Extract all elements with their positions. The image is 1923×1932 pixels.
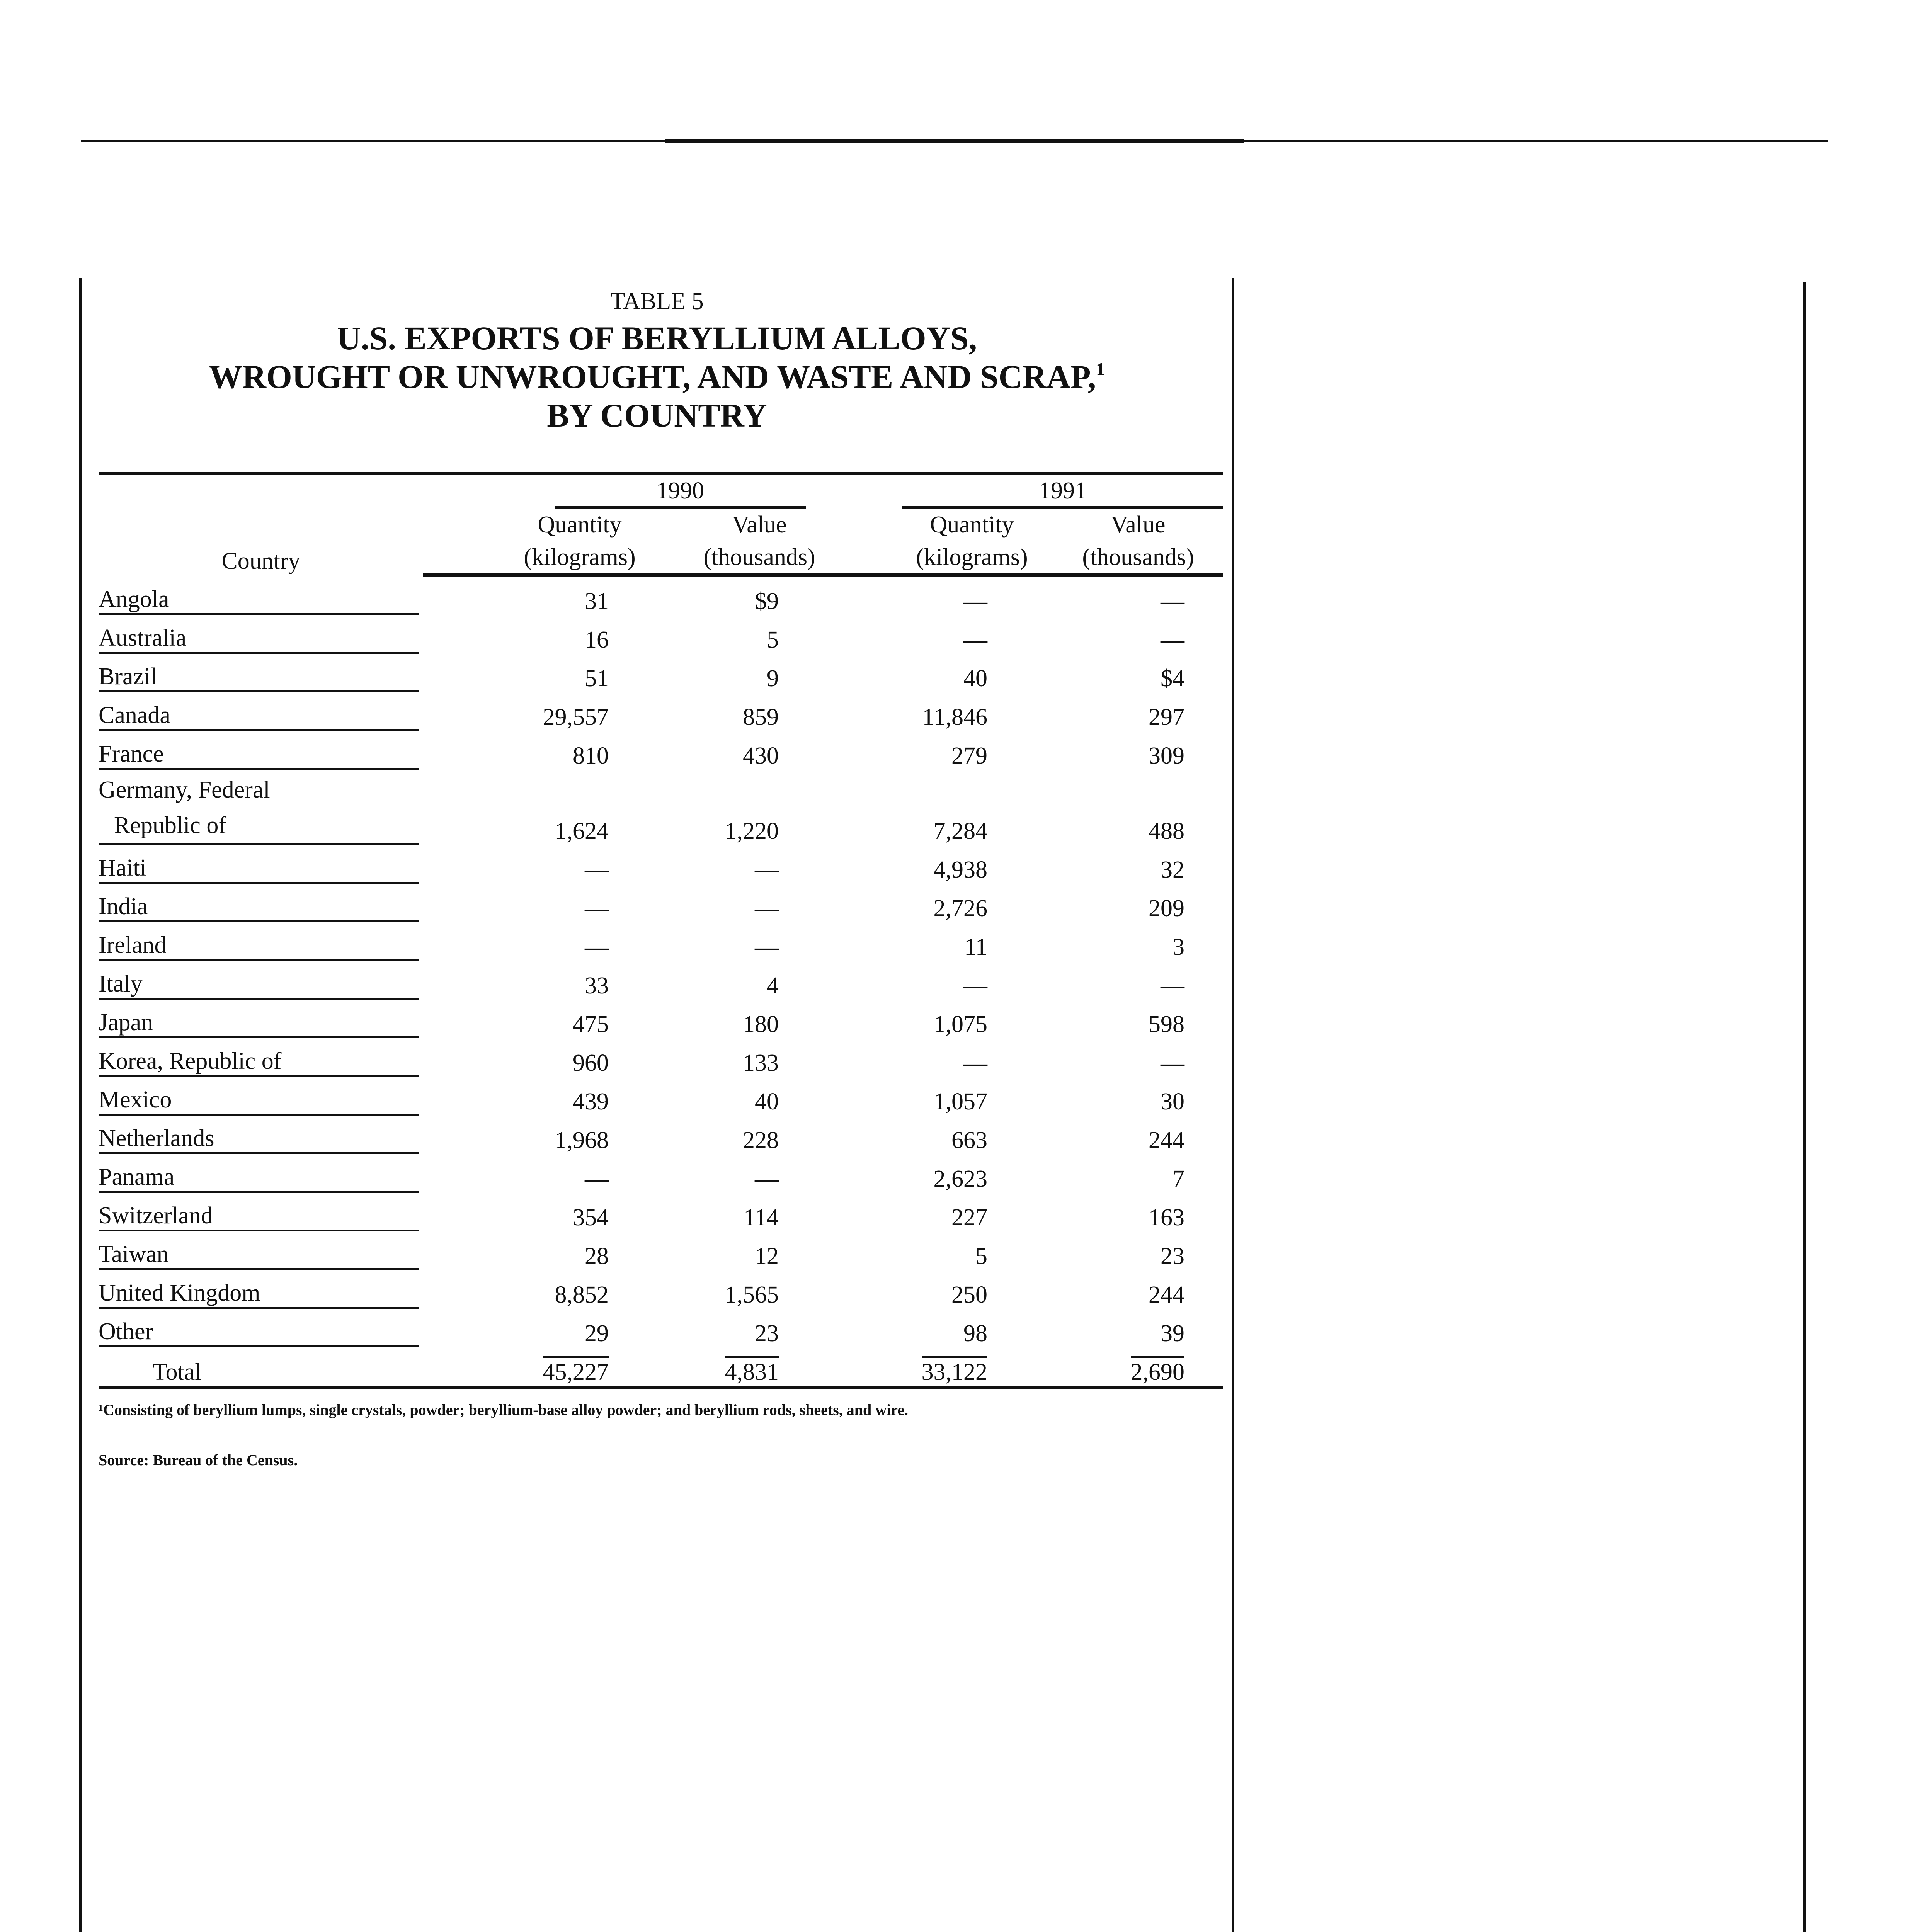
table5-cell-v91: 39 [1161, 1320, 1184, 1347]
table5-cell-v90: 859 [743, 704, 779, 730]
table5-cell-q91: 98 [963, 1320, 987, 1347]
middle-column-rule [1232, 278, 1234, 1932]
table5-row [99, 1000, 1223, 1038]
table5-total-v90 [674, 1347, 844, 1388]
table5-total-q90 [423, 1347, 674, 1388]
table5-total-v90-value: 4,831 [725, 1356, 779, 1386]
table5-cell-q91: — [963, 1050, 987, 1076]
table5-cell-q90: 439 [573, 1088, 609, 1115]
table5-year1-cell [423, 474, 844, 509]
table5-row [99, 884, 1223, 922]
table5-title-line2-text: WROUGHT OR UNWROUGHT, AND WASTE AND SCRAP, [209, 358, 1096, 395]
table5-cell-v90: — [755, 1166, 779, 1192]
table5-cell-v91: 488 [1149, 818, 1184, 844]
table5-cell-v91: 7 [1173, 1166, 1184, 1192]
table5-country-name: Switzerland [99, 1200, 419, 1231]
table5-cell-v91: 309 [1149, 743, 1184, 769]
table5-row [99, 692, 1223, 731]
table5-cell-q91: — [963, 588, 987, 614]
right-column-rule [1803, 282, 1806, 1932]
table5-row [99, 1077, 1223, 1116]
table5-row [99, 770, 1223, 845]
table5-cell-v91: 23 [1161, 1243, 1184, 1269]
table5-header-years [99, 474, 1223, 509]
table5-cell-v91: 3 [1173, 934, 1184, 960]
table5-cell-v90: 4 [767, 973, 779, 999]
table5-footnote: ¹Consisting of beryllium lumps, single crystals, powder; beryllium-base alloy powder; and beryllium rods, sheets, and wire. [99, 1401, 909, 1418]
table5-cell-v90: — [755, 934, 779, 960]
table5-country-name: United Kingdom [99, 1277, 419, 1309]
table5-cell-q90: 960 [573, 1050, 609, 1076]
table5-country-name: Angola [99, 583, 419, 615]
table5-country-cell [99, 1193, 423, 1231]
table5-country-cell [99, 922, 423, 961]
table5-country-name-line1: Germany, Federal [99, 777, 270, 803]
table5-country-cell [99, 845, 423, 884]
table5-row [99, 654, 1223, 692]
table5-row [99, 615, 1223, 654]
table5-country-name: Other [99, 1316, 419, 1347]
table5-col-country-text: Country [221, 548, 300, 574]
table5-cell-q90: — [585, 895, 609, 922]
table5-title-line3: BY COUNTRY [547, 397, 767, 434]
table5-col-country [99, 474, 423, 575]
table5-cell-v90: — [755, 895, 779, 922]
table5-cell-v90: 1,220 [725, 818, 779, 844]
table5-cell-v91: 163 [1149, 1204, 1184, 1231]
table5 [99, 472, 1223, 1389]
table5-cell-q91: 5 [975, 1243, 987, 1269]
table5-total-q90-value: 45,227 [543, 1356, 609, 1386]
table5-cell-q91: 40 [963, 665, 987, 692]
table5-total-q91-value: 33,122 [922, 1356, 988, 1386]
table5-cell-q90: — [585, 1166, 609, 1192]
table5-year2: 1991 [902, 475, 1223, 509]
table5-label: TABLE 5 [610, 288, 704, 315]
table5-row [99, 922, 1223, 961]
table5-country-cell [99, 1309, 423, 1347]
table5-cell-q91: 2,726 [933, 895, 987, 922]
table5-country-name: Japan [99, 1007, 419, 1038]
table5-total-label-text: Total [153, 1359, 202, 1385]
table5-cell-q90: 31 [585, 588, 609, 614]
table5-row [99, 1309, 1223, 1347]
table5-cell-q90: — [585, 857, 609, 883]
table5-cell-v90: 133 [743, 1050, 779, 1076]
table5-row [99, 1154, 1223, 1193]
table5-country-cell [99, 575, 423, 615]
table5-cell-v91: 30 [1161, 1088, 1184, 1115]
table5-row [99, 961, 1223, 1000]
table5-country-cell [99, 1116, 423, 1154]
table5-cell-q91: 1,075 [933, 1011, 987, 1037]
table5-country-name: Panama [99, 1161, 419, 1193]
table5-cell-q90: 8,852 [555, 1282, 609, 1308]
table5-cell-v91: 244 [1149, 1127, 1184, 1153]
table5-country-name: Australia [99, 622, 419, 654]
table5-cell-q90: 1,624 [555, 818, 609, 844]
table5-row [99, 1270, 1223, 1309]
table5-cell-v91: — [1161, 627, 1184, 653]
table5-country-name: Canada [99, 699, 419, 731]
table5-body [99, 575, 1223, 1347]
table5-cell-q91: — [963, 973, 987, 999]
table5-row [99, 575, 1223, 615]
table5-cell-q91: — [963, 627, 987, 653]
table5-cell-v90: 228 [743, 1127, 779, 1153]
table5-country-name: France [99, 738, 419, 770]
table5-country-cell [99, 1231, 423, 1270]
table5-country-name: Haiti [99, 852, 419, 884]
table5-cell-v90: 9 [767, 665, 779, 692]
table5-cell-v90: — [755, 857, 779, 883]
table5-cell-q91: 663 [951, 1127, 987, 1153]
table5-unit-val91: (thousands) [1053, 541, 1223, 575]
table5-country-name: Taiwan [99, 1238, 419, 1270]
table5-country-cell [99, 615, 423, 654]
table5-country-cell [99, 884, 423, 922]
table5-cell-v91: — [1161, 1050, 1184, 1076]
table5-row [99, 1231, 1223, 1270]
table5-cell-q91: 279 [951, 743, 987, 769]
table5-total-v91-value: 2,690 [1131, 1356, 1185, 1386]
table5-cell-v91: 244 [1149, 1282, 1184, 1308]
table5-country-name: India [99, 891, 419, 922]
table5-country-cell [99, 731, 423, 770]
table5-cell-q90: 354 [573, 1204, 609, 1231]
table5-title-footnote-mark: 1 [1096, 359, 1105, 379]
table5-country-name [99, 770, 419, 845]
table5-cell-v90: 23 [755, 1320, 779, 1347]
table5-cell-v90: 114 [744, 1204, 779, 1231]
table5-cell-q90: 1,968 [555, 1127, 609, 1153]
table5-cell-q90: 51 [585, 665, 609, 692]
table5-cell-q91: 4,938 [933, 857, 987, 883]
table5-cell-v91: — [1161, 588, 1184, 614]
table5-cell-q91: 1,057 [933, 1088, 987, 1115]
table5-col-val91: Value [1111, 512, 1166, 538]
table5-unit-val90: (thousands) [674, 541, 844, 575]
table5-row [99, 845, 1223, 884]
table5-col-val90: Value [732, 512, 787, 538]
table5-total-q91 [844, 1347, 1053, 1388]
table5-total-v91 [1053, 1347, 1223, 1388]
table5-heading [85, 284, 1229, 435]
table5-cell-q91: 11,846 [922, 704, 987, 730]
table5-cell-q91: 227 [951, 1204, 987, 1231]
table5-cell-v90: 180 [743, 1011, 779, 1037]
table5-cell-v91: 32 [1161, 857, 1184, 883]
table5-cell-v90: 40 [755, 1088, 779, 1115]
table5-cell-v90: 5 [767, 627, 779, 653]
table5-cell-q91: 7,284 [933, 818, 987, 844]
table5-cell-q90: 28 [585, 1243, 609, 1269]
left-column-rule [79, 278, 82, 1932]
table5-cell-v90: 12 [755, 1243, 779, 1269]
table5-total-row [99, 1347, 1223, 1388]
table5-cell-q90: 33 [585, 973, 609, 999]
table5-total-label [99, 1347, 423, 1388]
table5-cell-q90: 29 [585, 1320, 609, 1347]
table5-year1: 1990 [555, 475, 806, 509]
table5-country-name: Italy [99, 968, 419, 1000]
table5-cell-q91: 11 [964, 934, 987, 960]
table5-cell-v91: 297 [1149, 704, 1184, 730]
table5-country-name-line2: Republic of [114, 812, 226, 838]
table5-country-name: Ireland [99, 929, 419, 961]
table5-country-cell [99, 770, 423, 845]
table5-row [99, 731, 1223, 770]
table5-cell-q91: 250 [951, 1282, 987, 1308]
table5-country-cell [99, 1038, 423, 1077]
table5-col-qty90: Quantity [538, 512, 622, 538]
table5-country-cell [99, 961, 423, 1000]
table5-cell-q90: 810 [573, 743, 609, 769]
table5-cell-v91: 598 [1149, 1011, 1184, 1037]
table5-col-qty91: Quantity [930, 512, 1014, 538]
table5-cell-q90: — [585, 934, 609, 960]
table5-cell-v91: 209 [1149, 895, 1184, 922]
table5-cell-v90: 1,565 [725, 1282, 779, 1308]
table5-country-name: Netherlands [99, 1122, 419, 1154]
table5-country-cell [99, 1270, 423, 1309]
table5-row [99, 1116, 1223, 1154]
table5-cell-q90: 16 [585, 627, 609, 653]
table5-title-line1: U.S. EXPORTS OF BERYLLIUM ALLOYS, [337, 320, 977, 357]
table5-cell-q90: 475 [573, 1011, 609, 1037]
table5-unit-qty90: (kilograms) [423, 541, 674, 575]
table5-cell-v90: $9 [755, 588, 779, 614]
table5-year2-cell [844, 474, 1223, 509]
table5-country-cell [99, 654, 423, 692]
table5-country-name: Korea, Republic of [99, 1045, 419, 1077]
table5-country-cell [99, 1000, 423, 1038]
table5-country-cell [99, 692, 423, 731]
table5-cell-q90: 29,557 [543, 704, 609, 730]
table5-row [99, 1038, 1223, 1077]
page-top-rule-heavy [665, 139, 1244, 143]
table5-cell-q91: 2,623 [933, 1166, 987, 1192]
table5-unit-qty91: (kilograms) [844, 541, 1053, 575]
table5-cell-v91: $4 [1161, 665, 1184, 692]
table5-country-name: Mexico [99, 1084, 419, 1116]
table5-country-name: Brazil [99, 661, 419, 692]
table5-row [99, 1193, 1223, 1231]
table5-country-cell [99, 1077, 423, 1116]
table5-source: Source: Bureau of the Census. [99, 1451, 298, 1469]
table5-cell-v91: — [1161, 973, 1184, 999]
table5-cell-v90: 430 [743, 743, 779, 769]
table5-country-cell [99, 1154, 423, 1193]
table5-title-line2 [85, 357, 1229, 396]
